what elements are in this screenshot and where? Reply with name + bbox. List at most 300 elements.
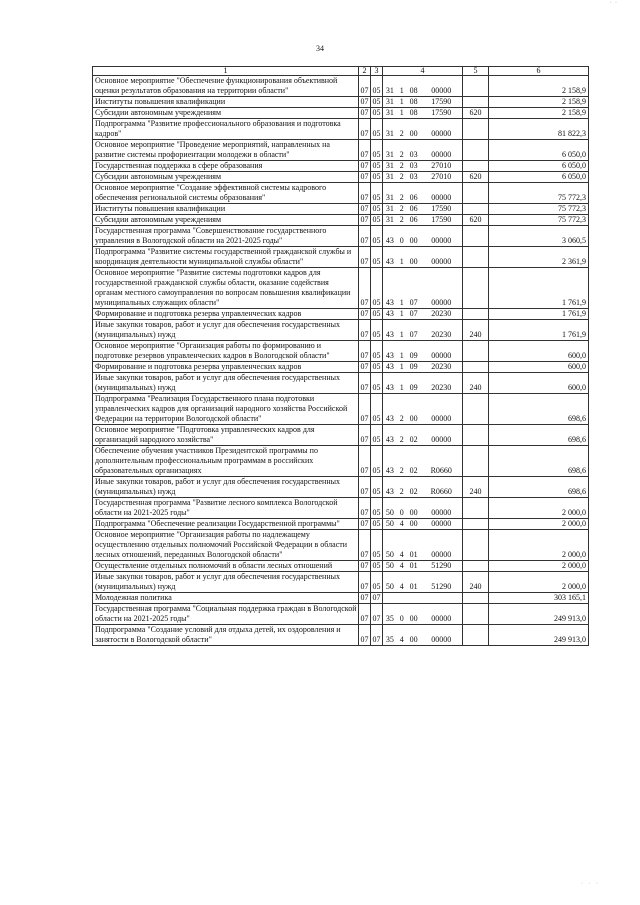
code-part-d: 00000 [431,257,452,266]
column-header: 5 [463,67,489,76]
table-row [93,446,589,477]
table-row [93,477,589,498]
section-code: 07 [360,204,369,213]
amount: 81 822,3 [489,119,589,140]
section-code: 07 [360,593,369,602]
code-part-b: 1 [399,298,404,307]
code-part-a: 43 [385,383,394,392]
amount: 2 158,9 [489,108,589,119]
expense-type-code: 240 [463,320,489,341]
table-row [93,161,589,172]
row-name: Основное мероприятие "Создание эффективной системы кадрового обеспечения региональной системы образования" [93,183,359,204]
code-part-c: 03 [409,150,418,159]
code-part-b: 2 [399,150,404,159]
table-body [93,76,589,646]
table-row [93,172,589,183]
code-part-c: 06 [409,215,418,224]
column-header: 3 [371,67,383,76]
row-name: Формирование и подготовка резерва управленческих кадров [93,362,359,373]
code-part-c: 01 [409,550,418,559]
code-part-b: 2 [399,193,404,202]
section-code: 07 [360,108,369,117]
code-part-a: 43 [385,414,394,423]
target-article-code [383,320,463,341]
code-part-d: 27010 [431,172,452,181]
code-part-c: 07 [409,298,418,307]
code-part-a: 31 [385,161,394,170]
row-name: Подпрограмма "Создание условий для отдыха детей, их оздоровления и занятости в Вологодской области" [93,625,359,646]
expense-type-code: 240 [463,572,489,593]
subsection-code: 05 [372,362,381,371]
code-part-c: 08 [409,108,418,117]
target-article-code [383,498,463,519]
amount: 698,6 [489,477,589,498]
subsection-code: 05 [372,309,381,318]
code-part-a: 35 [385,635,394,644]
code-part-c: 09 [409,351,418,360]
row-name: Субсидии автономным учреждениям [93,108,359,119]
amount: 698,6 [489,425,589,446]
code-part-a: 43 [385,236,394,245]
amount: 2 000,0 [489,498,589,519]
amount: 303 165,1 [489,593,589,604]
code-part-a: 31 [385,204,394,213]
bottom-mark: · · · [581,881,600,887]
code-part-a: 50 [385,519,394,528]
expense-type-code [463,341,489,362]
target-article-code [383,215,463,226]
target-article-code [383,477,463,498]
page-number: 34 [316,44,324,53]
target-article-code [383,119,463,140]
section-code: 07 [359,268,371,309]
amount: 75 772,3 [489,183,589,204]
code-part-c: 00 [409,508,418,517]
code-part-d: 17590 [431,108,452,117]
target-article-code [383,373,463,394]
target-article-code [383,268,463,309]
row-name: Иные закупки товаров, работ и услуг для обеспечения государственных (муниципальных) нужд [93,320,359,341]
code-part-a: 50 [385,561,394,570]
code-part-a: 43 [385,330,394,339]
row-name: Иные закупки товаров, работ и услуг для обеспечения государственных (муниципальных) нужд [93,572,359,593]
code-part-c: 01 [409,561,418,570]
row-name: Институты повышения квалификации [93,204,359,215]
expense-type-code: 620 [463,172,489,183]
code-part-a: 31 [385,86,394,95]
code-part-d: 00000 [431,193,452,202]
subsection-code: 05 [371,498,383,519]
code-part-d: 51290 [431,561,452,570]
subsection-code: 05 [372,204,381,213]
expense-type-code: 240 [463,373,489,394]
table-row [93,215,589,226]
code-part-b: 1 [399,86,404,95]
code-part-c: 07 [409,330,418,339]
budget-table [92,66,589,646]
section-code: 07 [360,161,369,170]
target-article-code [383,572,463,593]
code-part-b: 0 [399,236,404,245]
table-row [93,373,589,394]
target-article-code [383,172,463,183]
row-name: Субсидии автономным учреждениям [93,215,359,226]
table-row [93,204,589,215]
subsection-code: 05 [372,161,381,170]
target-article-code [383,97,463,108]
expense-type-code [463,593,489,604]
code-part-c: 06 [409,204,418,213]
code-part-c: 01 [409,582,418,591]
code-part-a: 31 [385,172,394,181]
section-code: 07 [360,309,369,318]
expense-type-code [463,119,489,140]
code-part-a: 31 [385,193,394,202]
expense-type-code [463,97,489,108]
table-row [93,140,589,161]
code-part-b: 1 [399,257,404,266]
code-part-c: 08 [409,86,418,95]
section-code: 07 [359,119,371,140]
code-part-d: 20230 [431,330,452,339]
target-article-code [383,425,463,446]
subsection-code: 05 [371,425,383,446]
row-name: Основное мероприятие "Организация работы по надлежащему осуществлению отдельных полномочий Российской Федерации в области лесных отношений, переданных Вологодской области" [93,530,359,561]
section-code: 07 [359,425,371,446]
code-part-b: 2 [399,129,404,138]
code-part-b: 1 [399,97,404,106]
table-header-row [93,67,589,76]
section-code: 07 [359,530,371,561]
code-part-d: 00000 [431,351,452,360]
amount: 6 050,0 [489,140,589,161]
code-part-a: 31 [385,97,394,106]
section-code: 07 [359,498,371,519]
code-part-d: 00000 [431,508,452,517]
subsection-code: 05 [372,97,381,106]
section-code: 07 [359,226,371,247]
amount: 2 158,9 [489,97,589,108]
subsection-code: 07 [371,625,383,646]
expense-type-code [463,140,489,161]
section-code: 07 [359,341,371,362]
code-part-d: 00000 [431,129,452,138]
expense-type-code [463,76,489,97]
row-name: Основное мероприятие "Организация работы по формированию и подготовке резервов управленческих кадров в Вологодской области" [93,341,359,362]
amount: 1 761,9 [489,268,589,309]
table-row [93,108,589,119]
section-code: 07 [360,561,369,570]
table-row [93,394,589,425]
section-code: 07 [359,320,371,341]
subsection-code: 05 [372,561,381,570]
subsection-code: 05 [372,172,381,181]
code-part-d: 00000 [431,414,452,423]
subsection-code: 07 [371,604,383,625]
code-part-b: 1 [399,351,404,360]
code-part-b: 0 [399,508,404,517]
code-part-b: 1 [399,309,404,318]
code-part-b: 1 [399,330,404,339]
code-part-c: 00 [409,257,418,266]
code-part-a: 43 [385,351,394,360]
subsection-code: 05 [371,247,383,268]
section-code: 07 [359,572,371,593]
expense-type-code [463,362,489,373]
target-article-code [383,625,463,646]
table-row [93,76,589,97]
section-code: 07 [360,172,369,181]
subsection-code: 05 [372,108,381,117]
subsection-code: 05 [371,183,383,204]
amount: 249 913,0 [489,604,589,625]
code-part-d: 00000 [431,550,452,559]
row-name: Подпрограмма "Реализация Государственного плана подготовки управленческих кадров для организаций народного хозяйства Российской Федерации на территории Вологодской области" [93,394,359,425]
code-part-d: 20230 [431,383,452,392]
code-part-c: 09 [409,383,418,392]
code-part-c: 00 [409,129,418,138]
code-part-b: 4 [399,519,404,528]
table-row [93,425,589,446]
expense-type-code [463,561,489,572]
code-part-a: 35 [385,614,394,623]
column-header: 6 [489,67,589,76]
target-article-code [383,561,463,572]
subsection-code: 05 [371,572,383,593]
amount: 75 772,3 [489,215,589,226]
table-row [93,341,589,362]
row-name: Основное мероприятие "Обеспечение функционирования объективной оценки результатов образования на территории области" [93,76,359,97]
expense-type-code [463,247,489,268]
amount: 2 000,0 [489,572,589,593]
target-article-code [383,519,463,530]
amount: 600,0 [489,341,589,362]
code-part-c: 09 [409,362,418,371]
code-part-c: 02 [409,466,418,475]
code-part-a: 43 [385,362,394,371]
column-header: 4 [383,67,463,76]
row-name: Институты повышения квалификации [93,97,359,108]
code-part-a: 31 [385,108,394,117]
expense-type-code: 240 [463,477,489,498]
code-part-c: 03 [409,172,418,181]
column-header: 2 [359,67,371,76]
code-part-d: 00000 [431,435,452,444]
code-part-b: 2 [399,435,404,444]
section-code: 07 [359,247,371,268]
subsection-code: 05 [371,76,383,97]
table-row [93,561,589,572]
target-article-code [383,604,463,625]
code-part-b: 4 [399,561,404,570]
table-row [93,268,589,309]
expense-type-code [463,183,489,204]
row-name: Молодежная политика [93,593,359,604]
row-name: Государственная программа "Развитие лесного комплекса Вологодской области на 2021-2025 годы" [93,498,359,519]
code-part-b: 1 [399,362,404,371]
code-part-d: R0660 [430,487,452,496]
code-part-d: 00000 [431,150,452,159]
code-part-b: 2 [399,414,404,423]
code-part-b: 4 [399,582,404,591]
row-name: Подпрограмма "Развитие системы государственной гражданской службы и координация деятельности муниципальной службы области" [93,247,359,268]
code-part-a: 43 [385,435,394,444]
row-name: Государственная поддержка в сфере образования [93,161,359,172]
row-name: Обеспечение обучения участников Президентской программы по дополнительным профессиональным программам в российских образовательных организациях [93,446,359,477]
amount: 1 761,9 [489,309,589,320]
code-part-c: 06 [409,193,418,202]
code-part-c: 02 [409,487,418,496]
code-part-b: 2 [399,161,404,170]
subsection-code: 05 [371,320,383,341]
expense-type-code [463,394,489,425]
target-article-code [383,593,463,604]
subsection-code: 05 [372,215,381,224]
subsection-code: 05 [371,446,383,477]
amount: 6 050,0 [489,172,589,183]
target-article-code [383,76,463,97]
code-part-a: 50 [385,582,394,591]
code-part-d: 17590 [431,204,452,213]
code-part-b: 2 [399,204,404,213]
code-part-b: 4 [399,550,404,559]
expense-type-code [463,204,489,215]
table-row [93,362,589,373]
code-part-b: 1 [399,383,404,392]
target-article-code [383,394,463,425]
expense-type-code [463,625,489,646]
row-name: Субсидии автономным учреждениям [93,172,359,183]
subsection-code: 05 [371,341,383,362]
code-part-c: 00 [409,519,418,528]
code-part-b: 2 [399,172,404,181]
target-article-code [383,226,463,247]
code-part-d: 17590 [431,97,452,106]
row-name: Иные закупки товаров, работ и услуг для обеспечения государственных (муниципальных) нужд [93,477,359,498]
row-name: Осуществление отдельных полномочий в области лесных отношений [93,561,359,572]
table-row [93,604,589,625]
subsection-code: 05 [371,530,383,561]
section-code: 07 [359,76,371,97]
expense-type-code [463,498,489,519]
code-part-d: 20230 [431,362,452,371]
amount: 75 772,3 [489,204,589,215]
expense-type-code [463,446,489,477]
table-row [93,309,589,320]
row-name: Основное мероприятие "Развитие системы подготовки кадров для государственной гражданской службы области, оказание содействия органам местного самоуправления по вопросам повышения квалификации муниципальных служащих области" [93,268,359,309]
amount: 2 000,0 [489,530,589,561]
target-article-code [383,140,463,161]
code-part-b: 2 [399,487,404,496]
section-code: 07 [360,362,369,371]
code-part-c: 02 [409,435,418,444]
amount: 3 060,5 [489,226,589,247]
column-header: 1 [93,67,359,76]
code-part-d: R0660 [430,466,452,475]
code-part-d: 00000 [431,635,452,644]
code-part-d: 51290 [431,582,452,591]
code-part-a: 50 [385,550,394,559]
expense-type-code: 620 [463,108,489,119]
table-row [93,119,589,140]
amount: 2 361,9 [489,247,589,268]
subsection-code: 05 [371,119,383,140]
row-name: Иные закупки товаров, работ и услуг для обеспечения государственных (муниципальных) нужд [93,373,359,394]
code-part-c: 00 [409,236,418,245]
expense-type-code [463,425,489,446]
expense-type-code: 620 [463,215,489,226]
table-row [93,498,589,519]
code-part-a: 31 [385,150,394,159]
subsection-code: 05 [371,477,383,498]
target-article-code [383,446,463,477]
corner-mark: · · [609,0,618,6]
table-row [93,183,589,204]
target-article-code [383,362,463,373]
code-part-b: 1 [399,108,404,117]
subsection-code: 05 [371,140,383,161]
subsection-code: 05 [372,519,381,528]
amount: 2 000,0 [489,561,589,572]
row-name: Государственная программа "Совершенствование государственного управления в Вологодской области на 2021-2025 годы" [93,226,359,247]
section-code: 07 [359,446,371,477]
code-part-d: 00000 [431,298,452,307]
amount: 600,0 [489,373,589,394]
code-part-c: 00 [409,614,418,623]
section-code: 07 [359,625,371,646]
row-name: Подпрограмма "Обеспечение реализации Государственной программы" [93,519,359,530]
subsection-code: 05 [371,394,383,425]
code-part-c: 00 [409,414,418,423]
amount: 2 158,9 [489,76,589,97]
table-row [93,226,589,247]
expense-type-code [463,268,489,309]
row-name: Основное мероприятие "Проведение мероприятий, направленных на развитие системы профориентации молодежи в области" [93,140,359,161]
target-article-code [383,204,463,215]
amount: 600,0 [489,362,589,373]
code-part-c: 00 [409,635,418,644]
code-part-a: 50 [385,508,394,517]
expense-type-code [463,604,489,625]
section-code: 07 [359,183,371,204]
amount: 249 913,0 [489,625,589,646]
code-part-d: 20230 [431,309,452,318]
target-article-code [383,161,463,172]
table-row [93,593,589,604]
target-article-code [383,530,463,561]
code-part-a: 31 [385,129,394,138]
code-part-d: 00000 [431,519,452,528]
code-part-d: 00000 [431,86,452,95]
code-part-a: 43 [385,466,394,475]
target-article-code [383,108,463,119]
code-part-b: 0 [399,614,404,623]
expense-type-code [463,226,489,247]
subsection-code: 05 [371,226,383,247]
amount: 698,6 [489,394,589,425]
target-article-code [383,247,463,268]
code-part-c: 07 [409,309,418,318]
code-part-a: 43 [385,298,394,307]
code-part-a: 43 [385,257,394,266]
code-part-d: 27010 [431,161,452,170]
amount: 1 761,9 [489,320,589,341]
section-code: 07 [359,394,371,425]
code-part-b: 2 [399,215,404,224]
code-part-b: 4 [399,635,404,644]
section-code: 07 [360,215,369,224]
table-row [93,97,589,108]
